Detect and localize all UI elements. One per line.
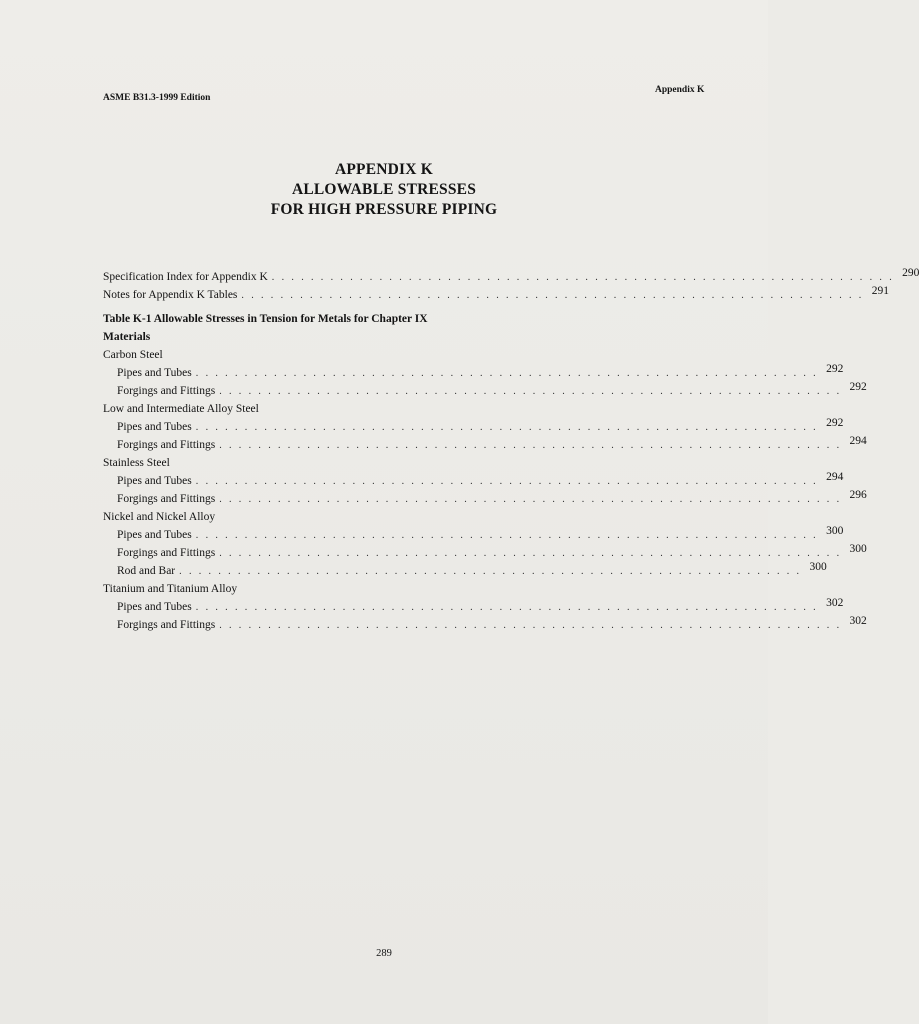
toc-page-number: 302 bbox=[826, 597, 844, 609]
title-line-1: APPENDIX K bbox=[334, 161, 433, 178]
running-header-left: ASME B31.3-1999 Edition bbox=[103, 93, 211, 103]
toc-page-number: 294 bbox=[826, 471, 844, 483]
category-titanium-alloy: Titanium and Titanium Alloy bbox=[103, 583, 238, 595]
dot-leader: . . . . . . . . . . . . . . . . . . . . . . . . . . . . . . . . . . . . . . . . . . . . . . . . . . . . . . . . . . . . . . . . bbox=[219, 620, 842, 631]
toc-entry-label: Notes for Appendix K Tables bbox=[103, 289, 238, 301]
toc-entry-low-alloy-pipes[interactable] bbox=[103, 417, 844, 436]
toc-page-number: 290 bbox=[902, 267, 919, 279]
title-line-2: ALLOWABLE STRESSES bbox=[291, 181, 477, 198]
toc-entry-nickel-pipes[interactable] bbox=[103, 525, 844, 544]
dot-leader: . . . . . . . . . . . . . . . . . . . . . . . . . . . . . . . . . . . . . . . . . . . . . . . . . . . . . . . . . . . . . . . . bbox=[219, 386, 842, 397]
category-stainless-steel: Stainless Steel bbox=[103, 457, 170, 469]
materials-heading: Materials bbox=[103, 331, 151, 343]
toc-entry-titanium-forgings[interactable] bbox=[103, 615, 867, 634]
page-number: 289 bbox=[376, 948, 392, 959]
dot-leader: . . . . . . . . . . . . . . . . . . . . . . . . . . . . . . . . . . . . . . . . . . . . . . . . . . . . . . . . . . . . . . . . bbox=[219, 494, 842, 505]
toc-page-number: 300 bbox=[849, 543, 867, 555]
dot-leader: . . . . . . . . . . . . . . . . . . . . . . . . . . . . . . . . . . . . . . . . . . . . . . . . . . . . . . . . . . . . . . . . bbox=[195, 368, 819, 379]
toc-entry-label: Forgings and Fittings bbox=[117, 619, 216, 631]
toc-entry-carbon-pipes[interactable] bbox=[103, 363, 844, 382]
toc-entry-titanium-pipes[interactable] bbox=[103, 597, 844, 616]
toc-entry-spec-index[interactable] bbox=[103, 267, 919, 286]
toc-page-number: 296 bbox=[849, 489, 867, 501]
toc-page-number: 291 bbox=[871, 285, 889, 297]
category-carbon-steel: Carbon Steel bbox=[103, 349, 163, 361]
toc-page-number: 300 bbox=[826, 525, 844, 537]
dot-leader: . . . . . . . . . . . . . . . . . . . . . . . . . . . . . . . . . . . . . . . . . . . . . . . . . . . . . . . . . . . . . . . . bbox=[241, 290, 864, 301]
toc-entry-low-alloy-forgings[interactable] bbox=[103, 435, 867, 454]
toc-entry-stainless-pipes[interactable] bbox=[103, 471, 844, 490]
toc-page-number: 300 bbox=[809, 561, 827, 573]
toc-entry-label: Pipes and Tubes bbox=[117, 529, 192, 541]
toc-entry-label: Rod and Bar bbox=[117, 565, 176, 577]
toc-entry-label: Pipes and Tubes bbox=[117, 367, 192, 379]
toc-page-number: 302 bbox=[849, 615, 867, 627]
dot-leader: . . . . . . . . . . . . . . . . . . . . . . . . . . . . . . . . . . . . . . . . . . . . . . . . . . . . . . . . . . . . . . . . bbox=[179, 566, 802, 577]
dot-leader: . . . . . . . . . . . . . . . . . . . . . . . . . . . . . . . . . . . . . . . . . . . . . . . . . . . . . . . . . . . . . . . . bbox=[195, 476, 819, 487]
toc-entry-stainless-forgings[interactable] bbox=[103, 489, 867, 508]
dot-leader: . . . . . . . . . . . . . . . . . . . . . . . . . . . . . . . . . . . . . . . . . . . . . . . . . . . . . . . . . . . . . . . . bbox=[219, 548, 842, 559]
table-of-contents bbox=[103, 267, 919, 634]
toc-page-number: 292 bbox=[826, 417, 844, 429]
toc-entry-label: Forgings and Fittings bbox=[117, 547, 216, 559]
dot-leader: . . . . . . . . . . . . . . . . . . . . . . . . . . . . . . . . . . . . . . . . . . . . . . . . . . . . . . . . . . . . . . . . bbox=[195, 602, 819, 613]
toc-page-number: 292 bbox=[849, 381, 867, 393]
toc-entry-label: Pipes and Tubes bbox=[117, 475, 192, 487]
dot-leader: . . . . . . . . . . . . . . . . . . . . . . . . . . . . . . . . . . . . . . . . . . . . . . . . . . . . . . . . . . . . . . . . bbox=[219, 440, 842, 451]
toc-entry-label: Pipes and Tubes bbox=[117, 421, 192, 433]
toc-page-number: 294 bbox=[849, 435, 867, 447]
dot-leader: . . . . . . . . . . . . . . . . . . . . . . . . . . . . . . . . . . . . . . . . . . . . . . . . . . . . . . . . . . . . . . . . bbox=[271, 272, 895, 283]
toc-entry-carbon-forgings[interactable] bbox=[103, 381, 867, 400]
toc-entry-nickel-forgings[interactable] bbox=[103, 543, 867, 562]
running-header-right: Appendix K bbox=[655, 85, 705, 95]
toc-page-number: 292 bbox=[826, 363, 844, 375]
table-heading: Table K-1 Allowable Stresses in Tension for Metals for Chapter IX bbox=[103, 313, 428, 325]
toc-entry-nickel-rod[interactable] bbox=[103, 561, 827, 580]
category-low-alloy-steel: Low and Intermediate Alloy Steel bbox=[103, 403, 259, 415]
toc-entry-label: Forgings and Fittings bbox=[117, 493, 216, 505]
toc-entry-label: Specification Index for Appendix K bbox=[103, 271, 268, 283]
page-title bbox=[0, 160, 768, 220]
category-nickel-alloy: Nickel and Nickel Alloy bbox=[103, 511, 216, 523]
toc-entry-label: Forgings and Fittings bbox=[117, 385, 216, 397]
title-line-3: FOR HIGH PRESSURE PIPING bbox=[270, 201, 498, 218]
toc-entry-notes[interactable] bbox=[103, 285, 889, 304]
toc-entry-label: Pipes and Tubes bbox=[117, 601, 192, 613]
toc-entry-label: Forgings and Fittings bbox=[117, 439, 216, 451]
dot-leader: . . . . . . . . . . . . . . . . . . . . . . . . . . . . . . . . . . . . . . . . . . . . . . . . . . . . . . . . . . . . . . . . bbox=[195, 422, 819, 433]
dot-leader: . . . . . . . . . . . . . . . . . . . . . . . . . . . . . . . . . . . . . . . . . . . . . . . . . . . . . . . . . . . . . . . . bbox=[195, 530, 819, 541]
